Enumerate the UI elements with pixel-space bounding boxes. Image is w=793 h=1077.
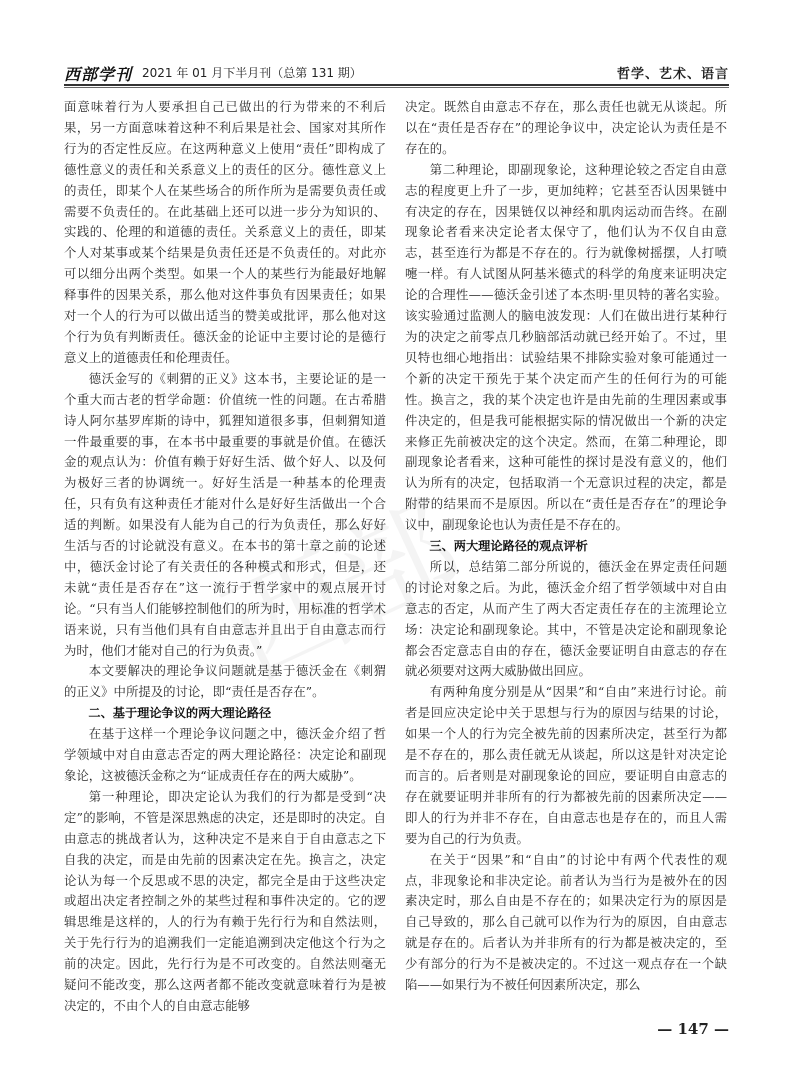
body-paragraph: 面意味着行为人要承担自己已做出的行为带来的不利后果，另一方面意味着这种不利后果是社会、国家对其所作行为的否定性反应。在这两种意义上使用“责任”即构成了德性意义的责任和关系意义上的责任的区分。德性意义上的责任，即某个人在某些场合的所作所为是需要负责任或需要不负责任的。在此基础上还可以进一步分为知识的、实践的、伦理的和道德的责任。关系意义上的责任，即某个人对某事或某个结果是负责任还是不负责任的。对此亦可以细分出两个类型。如果一个人的某些行为能最好地解释事件的因果关系，那么他对这件事负有因果责任；如果对一个人的行为可以做出适当的赞美或批评，那么他对这个行为负有判断责任。德沃金的论证中主要讨论的是德行意义上的道德责任和伦理责任。	[64, 99, 386, 365]
issue-info: 2021 年 01 月下半月刊（总第 131 期）	[142, 66, 362, 80]
left-column	[64, 97, 386, 1013]
section-heading: 三、两大理论路径的观点评析	[429, 539, 588, 554]
body-paragraph: 第二种理论，即副现象论，这种理论较之否定自由意志的程度更上升了一步，更加纯粹；它甚至否认因果链中有决定的存在，因果链仅以神经和肌肉运动而告终。在副现象论者看来决定论者太保守了，他们认为不仅自由意志，甚至连行为都是不存在的。行为就像树摇摆，人打喷嚏一样。有人试图从阿基米德式的科学的角度来证明决定论的合理性——德沃金引述了本杰明·里贝特的著名实验。该实验通过监测人的脑电波发现：人们在做出进行某种行为的决定之前零点几秒脑部活动就已经开始了。不过，里贝特也细心地指出：试验结果不排除实验对象可能通过一个新的决定干预先于某个决定而产生的任何行为的可能性。换言之，我的某个决定也许是由先前的生理因素或事件决定的，但是我可能根据实际的情况做出一个新的决定来修正先前被决定的这个决定。然而，在第二种理论，即副现象论者看来，这种可能性的探讨是没有意义的，他们认为所有的决定，包括取消一个无意识过程的决定，都是附带的结果而不是原因。所以在“责任是否存在”的理论争议中，副现象论也认为责任是不存在的。	[405, 161, 727, 533]
page-number: — 147 —	[657, 1020, 729, 1038]
body-paragraph: 决定。既然自由意志不存在，那么责任也就无从谈起。所以在“责任是否存在”的理论争议中，决定论认为责任是不存在的。	[405, 99, 727, 156]
right-column	[405, 97, 727, 997]
section-title: 哲学、艺术、语言	[616, 67, 729, 82]
header-rule-thin	[64, 87, 729, 88]
body-paragraph: 在基于这样一个理论争议问题之中，德沃金介绍了哲学领域中对自由意志否定的两大理论路径：决定论和副现象论，这被德沃金称之为“证成责任存在的两大威胁”。	[64, 726, 386, 783]
body-paragraph: 在关于“因果”和“自由”的讨论中有两个代表性的观点，非现象论和非决定论。前者认为当行为是被外在的因素决定时，那么自由是不存在的；如果决定行为的原因是自己导致的，那么自己就可以作为行为的原因，自由意志就是存在的。后者认为并非所有的行为都是被决定的，至少有部分的行为不是被决定的。不过这一观点存在一个缺陷——如果行为不被任何因素所决定，那么	[405, 851, 727, 993]
body-paragraph: 所以，总结第二部分所说的，德沃金在界定责任问题的讨论对象之后。为此，德沃金介绍了哲学领域中对自由意志的否定，从而产生了两大否定责任存在的主流理论立场：决定论和副现象论。其中，不管是决定论和副现象论都会否定意志自由的存在，德沃金要证明自由意志的存在就必须要对这两大威胁做出回应。	[405, 558, 727, 679]
body-paragraph: 德沃金写的《刺猬的正义》这本书，主要论证的是一个重大而古老的哲学命题：价值统一性的问题。在古希腊诗人阿尔基罗库斯的诗中，狐狸知道很多事，但刺猬知道一件最重要的事，在本书中最重要的事就是价值。在德沃金的观点认为：价值有赖于好好生活、做个好人、以及何为极好三者的协调统一。好好生活是一种基本的伦理责任，只有负有这种责任才能对什么是好好生活做出一个合适的判断。如果没有人能为自己的行为负责任，那么好好生活与否的讨论就没有意义。在本书的第十章之前的论述中，德沃金讨论了有关责任的各种模式和形式，但是，还未就“责任是否存在”这一流行于哲学家中的观点展开讨论。“只有当人们能够控制他们的所为时，用标准的哲学术语来说，只有当他们具有自由意志并且出于自由意志而行为时，他们才能对自己的行为负责。”	[64, 370, 386, 658]
section-heading: 二、基于理论争议的两大理论路径	[88, 706, 272, 721]
body-paragraph: 第一种理论，即决定论认为我们的行为都是受到“决定”的影响，不管是深思熟虑的决定，还是即时的决定。自由意志的挑战者认为，这种决定不是来自于自由意志之下自我的决定，而是由先前的因素决定在先。换言之，决定论认为每一个反思或不思的决定，都完全是由于这些决定或超出决定者控制之外的某些过程和事件决定的。它的逻辑思维是这样的，人的行为有赖于先行行为和自然法则，关于先行行为的追溯我们一定能追溯到决定他这个行为之前的决定。因此，先行行为是不可改变的。自然法则毫无疑问不能改变，那么这两者都不能改变就意味着行为是被决定的，不由个人的自由意志能够	[64, 788, 386, 1013]
journal-logo: 西部学刊	[64, 65, 133, 84]
body-paragraph: 本文要解决的理论争议问题就是基于德沃金在《刺猬的正义》中所提及的讨论，即“责任是否存在”。	[64, 663, 386, 700]
header-rule	[64, 84, 729, 86]
body-paragraph: 有两种角度分别是从“因果”和“自由”来进行讨论。前者是回应决定论中关于思想与行为的原因与结果的讨论，如果一个人的行为完全被先前的因素所决定，甚至行为都是不存在的，那么责任就无从谈起，所以这是针对决定论而言的。后者则是对副现象论的回应，要证明自由意志的存在就要证明并非所有的行为都被先前的因素所决定——即人的行为并非不存在，自由意志也是存在的，而且人需要为自己的行为负责。	[405, 684, 727, 846]
running-header	[64, 60, 729, 84]
